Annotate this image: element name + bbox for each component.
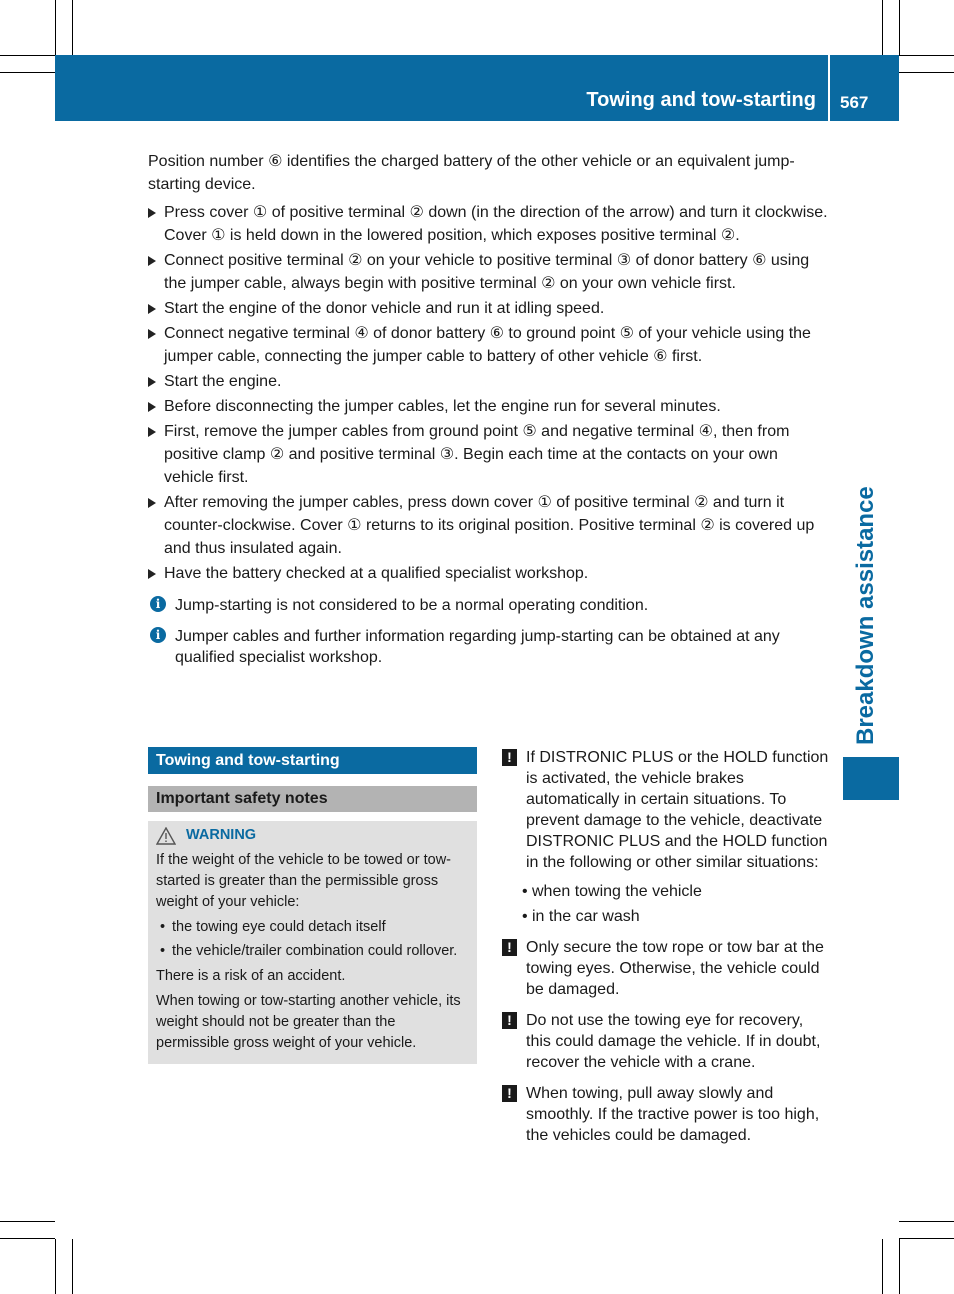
crop-mark — [899, 55, 954, 56]
crop-mark — [55, 0, 56, 55]
arrow-bullet-icon — [148, 569, 156, 579]
arrow-bullet-icon — [148, 402, 156, 412]
subsection-heading: Important safety notes — [148, 786, 477, 812]
notice-text: If DISTRONIC PLUS or the HOLD function is activated, the vehicle brakes automatically in certain situations. To prevent damage to the vehicle, deactivate DISTRONIC PLUS and the HOLD function in the following or other similar situations: — [526, 749, 829, 871]
crop-mark — [55, 1239, 56, 1294]
list-item — [156, 917, 469, 938]
arrow-bullet-icon — [148, 377, 156, 387]
arrow-bullet-icon — [148, 304, 156, 314]
bullet-dot-icon: • — [160, 943, 166, 959]
step-text: Have the battery checked at a qualified specialist workshop. — [164, 565, 589, 582]
warning-note: When towing or tow-starting another vehicle, its weight should not be greater than the permissible gross weight of your vehicle. — [156, 993, 461, 1051]
crop-mark — [0, 72, 55, 73]
chapter-tab — [843, 757, 899, 800]
list-item — [520, 881, 830, 902]
info-note-text: Jumper cables and further information regarding jump-starting can be obtained at any qualified specialist workshop. — [175, 628, 780, 666]
crop-mark — [899, 0, 900, 55]
crop-mark — [882, 0, 883, 55]
section-heading: Towing and tow-starting — [148, 747, 477, 774]
arrow-bullet-icon — [148, 329, 156, 339]
step-text: Start the engine of the donor vehicle and run it at idling speed. — [164, 300, 605, 317]
info-note — [148, 595, 830, 616]
step-item — [148, 297, 830, 320]
info-note — [148, 626, 830, 668]
notice — [502, 1083, 830, 1146]
crop-mark — [0, 1238, 55, 1239]
warning-label: WARNING — [186, 827, 257, 843]
exclamation-icon: ! — [502, 749, 517, 766]
notices-column — [502, 747, 830, 1156]
step-text: Press cover ① of positive terminal ② down (in the direction of the arrow) and turn it clockwise. Cover ① is held down in the lowered position, which exposes positive terminal ②. — [164, 204, 828, 244]
crop-mark — [899, 1221, 954, 1222]
arrow-bullet-icon — [148, 208, 156, 218]
step-item — [148, 420, 830, 489]
info-note-text: Jump-starting is not considered to be a normal operating condition. — [175, 597, 649, 614]
notice-text: When towing, pull away slowly and smoothly. If the tractive power is too high, the vehicles could be damaged. — [526, 1085, 820, 1144]
warning-intro: If the weight of the vehicle to be towed or tow-started is greater than the permissible gross weight of your vehicle: — [156, 852, 451, 910]
warning-bullet-text: the vehicle/trailer combination could rollover. — [172, 943, 458, 959]
warning-risk: There is a risk of an accident. — [156, 968, 346, 984]
intro-paragraph: Position number ⑥ identifies the charged battery of the other vehicle or an equivalent jump-starting device. — [148, 153, 795, 193]
crop-mark — [0, 55, 55, 56]
page-number: 567 — [840, 93, 869, 112]
safety-section — [148, 747, 477, 1064]
step-item — [148, 249, 830, 295]
step-text: Start the engine. — [164, 373, 282, 390]
bullet-dot-icon: • — [522, 908, 528, 925]
step-text: Before disconnecting the jumper cables, let the engine run for several minutes. — [164, 398, 721, 415]
arrow-bullet-icon — [148, 498, 156, 508]
list-item — [520, 906, 830, 927]
crop-mark — [899, 72, 954, 73]
arrow-bullet-icon — [148, 256, 156, 266]
crop-mark — [899, 1238, 954, 1239]
arrow-bullet-icon — [148, 427, 156, 437]
info-icon: i — [150, 596, 166, 612]
list-item — [156, 941, 469, 962]
notice — [502, 747, 830, 927]
notice-text: Only secure the tow rope or tow bar at the towing eyes. Otherwise, the vehicle could be damaged. — [526, 939, 824, 998]
warning-bullet-text: the towing eye could detach itself — [172, 919, 386, 935]
exclamation-icon: ! — [502, 1012, 517, 1029]
bullet-dot-icon: • — [160, 919, 166, 935]
step-item — [148, 322, 830, 368]
notice — [502, 1010, 830, 1073]
exclamation-icon: ! — [502, 939, 517, 956]
page-number-box — [830, 55, 899, 121]
step-item — [148, 201, 830, 247]
step-item — [148, 370, 830, 393]
exclamation-icon: ! — [502, 1085, 517, 1102]
crop-mark — [72, 1239, 73, 1294]
warning-box — [148, 821, 477, 1064]
step-list — [148, 201, 830, 585]
crop-mark — [0, 1221, 55, 1222]
notice — [502, 937, 830, 1000]
crop-mark — [899, 1239, 900, 1294]
notice-bullets — [516, 881, 830, 927]
step-item — [148, 395, 830, 418]
notice-text: Do not use the towing eye for recovery, this could damage the vehicle. If in doubt, recover the vehicle with a crane. — [526, 1012, 821, 1071]
step-text: Connect negative terminal ④ of donor battery ⑥ to ground point ⑤ of your vehicle using the jumper cable, connecting the jumper cable to battery of other vehicle ⑥ first. — [164, 325, 811, 365]
step-item — [148, 562, 830, 585]
step-text: First, remove the jumper cables from ground point ⑤ and negative terminal ④, then from positive clamp ② and positive terminal ③. Begin each time at the contacts on your own vehicle first. — [164, 423, 790, 486]
main-content — [148, 150, 830, 668]
warning-header — [156, 825, 469, 846]
chapter-label: Breakdown assistance — [852, 486, 879, 745]
warning-triangle-icon — [156, 827, 176, 845]
header-bar — [55, 55, 828, 121]
notice-bullet-text: when towing the vehicle — [532, 883, 702, 900]
bullet-dot-icon: • — [522, 883, 528, 900]
step-text: After removing the jumper cables, press down cover ① of positive terminal ② and turn it counter-clockwise. Cover ① returns to its original position. Positive terminal ② is covered up and thus insulated again. — [164, 494, 815, 557]
page-header-title: Towing and tow-starting — [586, 89, 816, 111]
warning-bullets — [156, 917, 469, 962]
info-icon: i — [150, 627, 166, 643]
notice-bullet-text: in the car wash — [532, 908, 640, 925]
step-item — [148, 491, 830, 560]
crop-mark — [72, 0, 73, 55]
crop-mark — [882, 1239, 883, 1294]
step-text: Connect positive terminal ② on your vehicle to positive terminal ③ of donor battery ⑥ using the jumper cable, always begin with positive terminal ② on your own vehicle first. — [164, 252, 810, 292]
